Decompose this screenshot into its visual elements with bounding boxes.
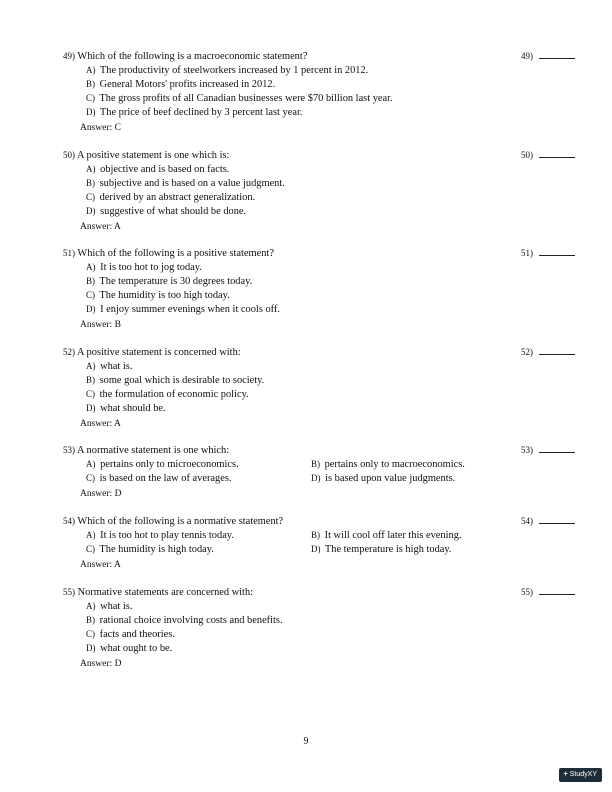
- question-text: A normative statement is one which:: [77, 445, 230, 456]
- option-a: A) The productivity of steelworkers increased by 1 percent in 2012.: [86, 65, 369, 76]
- question-number: 55): [63, 587, 75, 597]
- watermark-badge: [559, 768, 602, 782]
- question-text: Which of the following is a positive statement?: [77, 248, 274, 259]
- option-a: A) what is.: [86, 601, 133, 612]
- question-stem: [63, 345, 583, 359]
- question-stem: [63, 246, 583, 260]
- answer-blank[interactable]: 52): [521, 345, 575, 360]
- option-b: B) subjective and is based on a value judgment.: [86, 178, 285, 189]
- option-d: D) what ought to be.: [86, 643, 173, 654]
- option-c: C) derived by an abstract generalization.: [86, 192, 256, 203]
- answer-blank[interactable]: 51): [521, 246, 575, 261]
- question-stem: [63, 514, 583, 528]
- option-d: D) The price of beef declined by 3 percent last year.: [86, 107, 303, 118]
- question-55: [63, 585, 583, 671]
- option-b: B) General Motors' profits increased in 2012.: [86, 79, 276, 90]
- option-b: B) some goal which is desirable to society.: [86, 375, 265, 386]
- option-c: C) The gross profits of all Canadian businesses were $70 billion last year.: [86, 93, 393, 104]
- question-number: 49): [63, 51, 75, 61]
- answer-key: Answer: C: [80, 123, 121, 133]
- option-d: D) is based upon value judgments.: [311, 473, 456, 484]
- option-c: C) is based on the law of averages.: [86, 473, 232, 484]
- option-row: [63, 471, 583, 485]
- question-53: [63, 443, 583, 501]
- question-text: A positive statement is concerned with:: [77, 347, 241, 358]
- question-stem: [63, 148, 583, 162]
- answer-blank[interactable]: 53): [521, 443, 575, 458]
- question-number: 53): [63, 445, 75, 455]
- option-c: C) facts and theories.: [86, 629, 175, 640]
- question-number: 54): [63, 516, 75, 526]
- option-c: C) The humidity is high today.: [86, 544, 214, 555]
- answer-blank[interactable]: 49): [521, 49, 575, 64]
- option-a: A) pertains only to microeconomics.: [86, 459, 239, 470]
- option-row: [63, 457, 583, 471]
- question-49: [63, 49, 583, 135]
- option-b: B) It will cool off later this evening.: [311, 530, 462, 541]
- question-stem: [63, 49, 583, 63]
- answer-key: Answer: A: [80, 222, 121, 232]
- question-text: Which of the following is a macroeconomic statement?: [77, 51, 308, 62]
- option-a: A) objective and is based on facts.: [86, 164, 230, 175]
- answer-key: Answer: B: [80, 320, 121, 330]
- page-number: 9: [303, 736, 309, 747]
- question-54: [63, 514, 583, 572]
- watermark-text: StudyXY: [569, 771, 597, 778]
- option-row: [63, 542, 583, 556]
- question-stem: [63, 585, 583, 599]
- question-52: [63, 345, 583, 431]
- answer-key: Answer: A: [80, 560, 121, 570]
- option-c: C) the formulation of economic policy.: [86, 389, 249, 400]
- question-number: 50): [63, 150, 75, 160]
- question-stem: [63, 443, 583, 457]
- question-number: 52): [63, 347, 75, 357]
- question-50: [63, 148, 583, 234]
- question-51: [63, 246, 583, 332]
- answer-blank[interactable]: 55): [521, 585, 575, 600]
- option-d: D) what should be.: [86, 403, 166, 414]
- question-text: Which of the following is a normative statement?: [77, 516, 284, 527]
- answer-blank[interactable]: 54): [521, 514, 575, 529]
- answer-key: Answer: D: [80, 489, 122, 499]
- option-d: D) The temperature is high today.: [311, 544, 452, 555]
- option-d: D) suggestive of what should be done.: [86, 206, 247, 217]
- answer-key: Answer: A: [80, 419, 121, 429]
- answer-blank[interactable]: 50): [521, 148, 575, 163]
- option-b: B) The temperature is 30 degrees today.: [86, 276, 253, 287]
- question-text: A positive statement is one which is:: [77, 150, 230, 161]
- option-d: D) I enjoy summer evenings when it cools off.: [86, 304, 280, 315]
- option-a: A) It is too hot to jog today.: [86, 262, 202, 273]
- option-c: C) The humidity is too high today.: [86, 290, 230, 301]
- question-text: Normative statements are concerned with:: [77, 587, 254, 598]
- option-a: A) what is.: [86, 361, 133, 372]
- option-row: [63, 528, 583, 542]
- answer-key: Answer: D: [80, 659, 122, 669]
- option-b: B) pertains only to macroeconomics.: [311, 459, 465, 470]
- question-number: 51): [63, 248, 75, 258]
- option-b: B) rational choice involving costs and benefits.: [86, 615, 283, 626]
- plus-icon: +: [563, 771, 568, 778]
- option-a: A) It is too hot to play tennis today.: [86, 530, 234, 541]
